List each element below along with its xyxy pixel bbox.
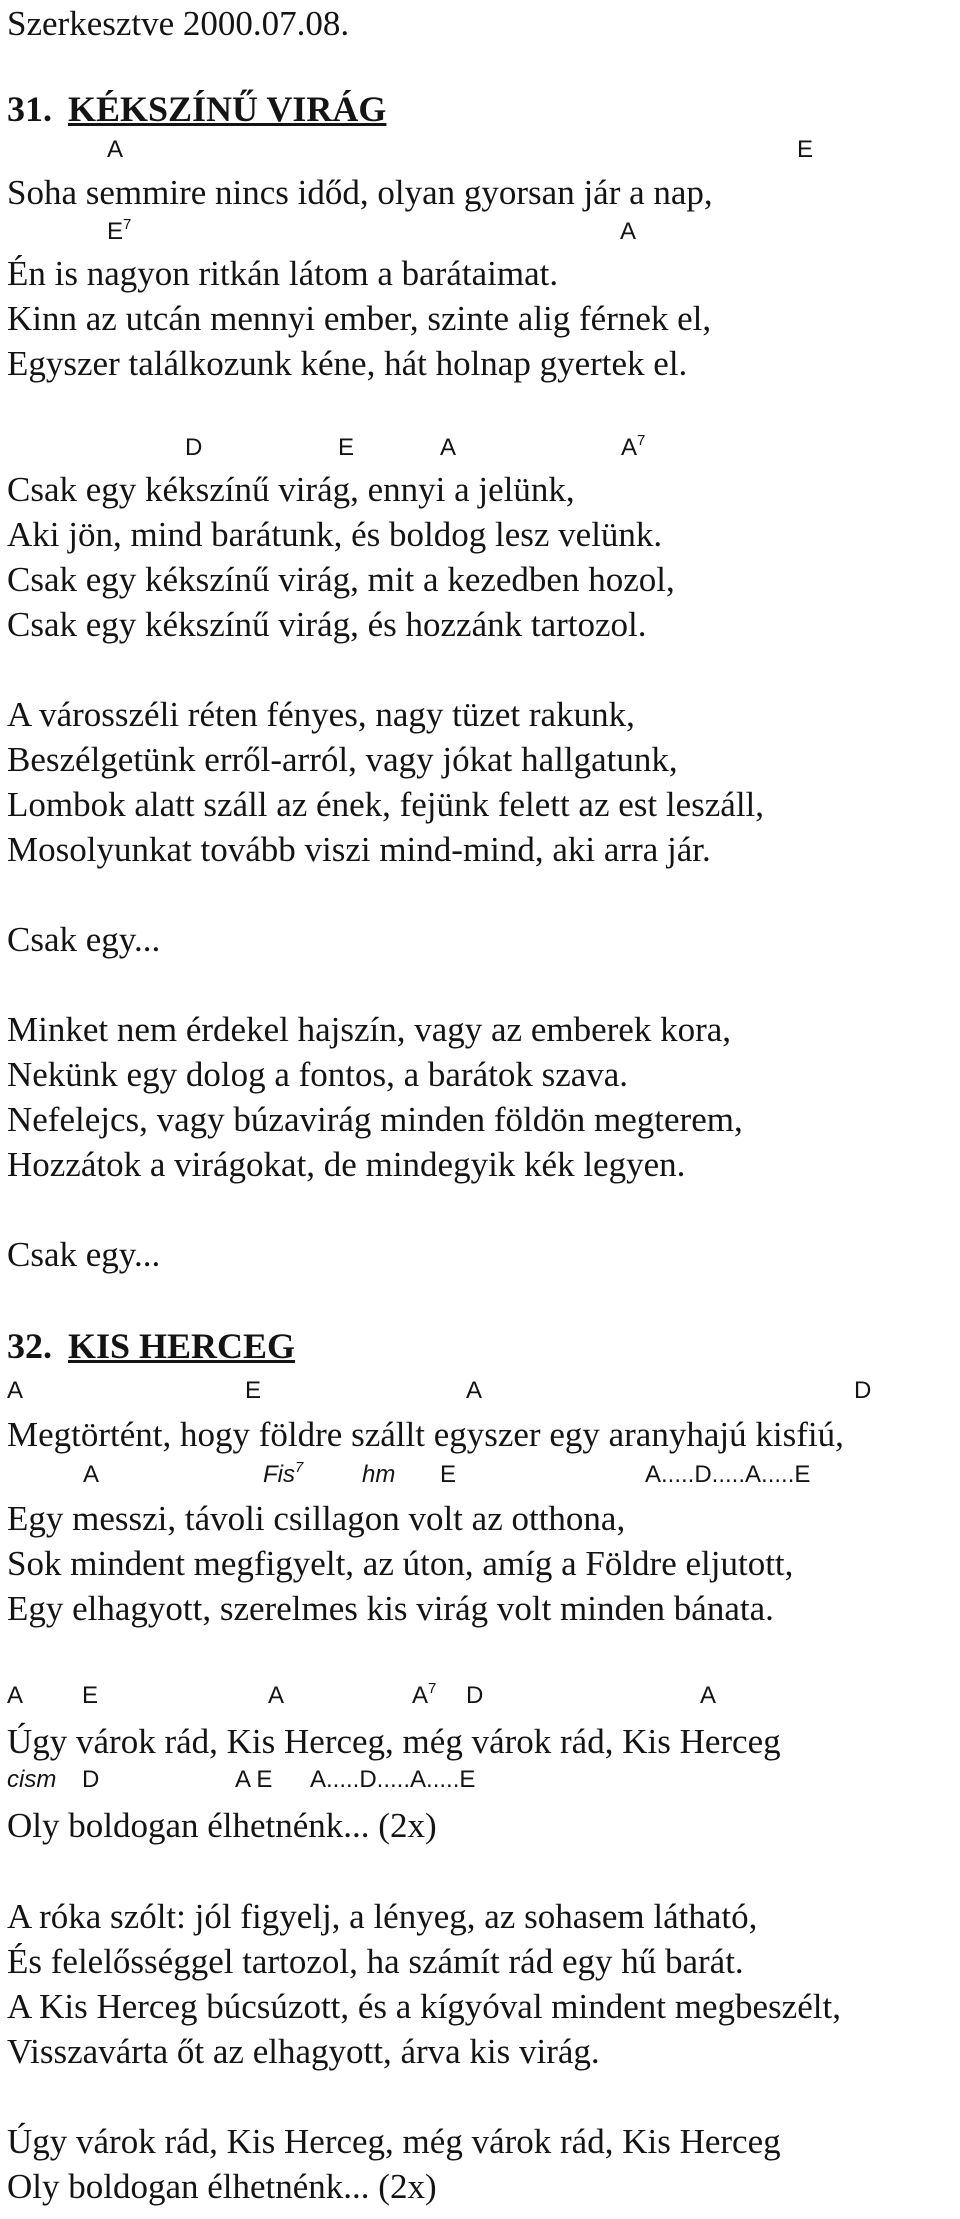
chord: E (245, 1377, 262, 1404)
lyric-line: Visszavárta őt az elhagyott, árva kis virág. (7, 2032, 600, 2071)
chord: A (107, 136, 124, 163)
lyric-line: Én is nagyon ritkán látom a barátaimat. (7, 254, 559, 293)
song-32-heading (7, 1325, 295, 1367)
chord: $E^7$ (107, 216, 132, 245)
chord: A.....D.....A.....E (645, 1461, 811, 1488)
lyric-line: A Kis Herceg búcsúzott, és a kígyóval mindent megbeszélt, (7, 1987, 841, 2026)
lyric-line: Lombok alatt száll az ének, fejünk felett az est leszáll, (7, 785, 765, 824)
chorus-ref: Csak egy... (7, 920, 161, 959)
lyric-line: Egy messzi, távoli csillagon volt az otthona, (7, 1499, 626, 1538)
lyric-line: Minket nem érdekel hajszín, vagy az emberek kora, (7, 1010, 732, 1049)
chord: A (700, 1682, 717, 1709)
chorus-ref: Csak egy... (7, 1235, 161, 1274)
chord: hm (362, 1461, 396, 1488)
chord: E (82, 1682, 99, 1709)
lyric-line: Hozzátok a virágokat, de mindegyik kék legyen. (7, 1145, 686, 1184)
chord: E (440, 1461, 457, 1488)
lyric-line: Oly boldogan élhetnénk... (2x) (7, 1806, 437, 1845)
chord: A (83, 1461, 100, 1488)
chord: E (338, 434, 355, 461)
chord: D (466, 1682, 484, 1709)
chord: D (82, 1766, 100, 1793)
chord: A (7, 1377, 24, 1404)
lyric-line: Csak egy kékszínű virág, mit a kezedben hozol, (7, 560, 675, 599)
song-32-number: 32. (7, 1326, 52, 1366)
chord: A (620, 218, 637, 245)
lyric-line: Nefelejcs, vagy búzavirág minden földön megterem, (7, 1100, 743, 1139)
chord: D (854, 1377, 872, 1404)
chord: $A^7$ (621, 432, 646, 461)
chord: $A^7$ (412, 1680, 437, 1709)
lyric-line: Mosolyunkat tovább viszi mind-mind, aki arra jár. (7, 830, 711, 869)
chord: A (7, 1682, 24, 1709)
song-31-heading (7, 88, 386, 130)
lyric-line: És felelősséggel tartozol, ha számít rád egy hű barát. (7, 1942, 744, 1981)
chord: A (440, 434, 457, 461)
lyric-line: Úgy várok rád, Kis Herceg, még várok rád, Kis Herceg (7, 1722, 781, 1761)
lyric-line: Megtörtént, hogy földre szállt egyszer egy aranyhajú kisfiú, (7, 1415, 844, 1454)
chord: A (466, 1377, 483, 1404)
lyric-line: Aki jön, mind barátunk, és boldog lesz velünk. (7, 515, 663, 554)
chord: A.....D.....A.....E (310, 1766, 476, 1793)
lyric-line: A róka szólt: jól figyelj, a lényeg, az sohasem látható, (7, 1897, 758, 1936)
lyric-line: A városszéli réten fényes, nagy tüzet rakunk, (7, 695, 635, 734)
lyric-line: Beszélgetünk erről-arról, vagy jókat hallgatunk, (7, 740, 678, 779)
chord: A E (235, 1766, 273, 1793)
chord: Fis$^7$ (263, 1459, 304, 1488)
lyric-line: Sok mindent megfigyelt, az úton, amíg a Földre eljutott, (7, 1544, 794, 1583)
chord: cism (7, 1766, 57, 1793)
lyric-line: Úgy várok rád, Kis Herceg, még várok rád, Kis Herceg (7, 2122, 781, 2161)
lyric-line: Egyszer találkozunk kéne, hát holnap gyertek el. (7, 344, 688, 383)
lyric-line: Egy elhagyott, szerelmes kis virág volt minden bánata. (7, 1589, 774, 1628)
song-32-title: KIS HERCEG (68, 1326, 296, 1366)
chord: D (185, 434, 203, 461)
lyric-line: Soha semmire nincs időd, olyan gyorsan jár a nap, (7, 173, 713, 212)
lyric-line: Nekünk egy dolog a fontos, a barátok szava. (7, 1055, 629, 1094)
song-31-title: KÉKSZÍNŰ VIRÁG (68, 89, 387, 129)
lyric-line: Kinn az utcán mennyi ember, szinte alig férnek el, (7, 299, 712, 338)
chord: A (268, 1682, 285, 1709)
lyric-line: Csak egy kékszínű virág, ennyi a jelünk, (7, 470, 575, 509)
chord: E (797, 136, 814, 163)
edited-date: Szerkesztve 2000.07.08. (7, 4, 350, 43)
lyric-line: Oly boldogan élhetnénk... (2x) (7, 2167, 437, 2206)
lyric-line: Csak egy kékszínű virág, és hozzánk tartozol. (7, 605, 647, 644)
song-31-number: 31. (7, 89, 52, 129)
